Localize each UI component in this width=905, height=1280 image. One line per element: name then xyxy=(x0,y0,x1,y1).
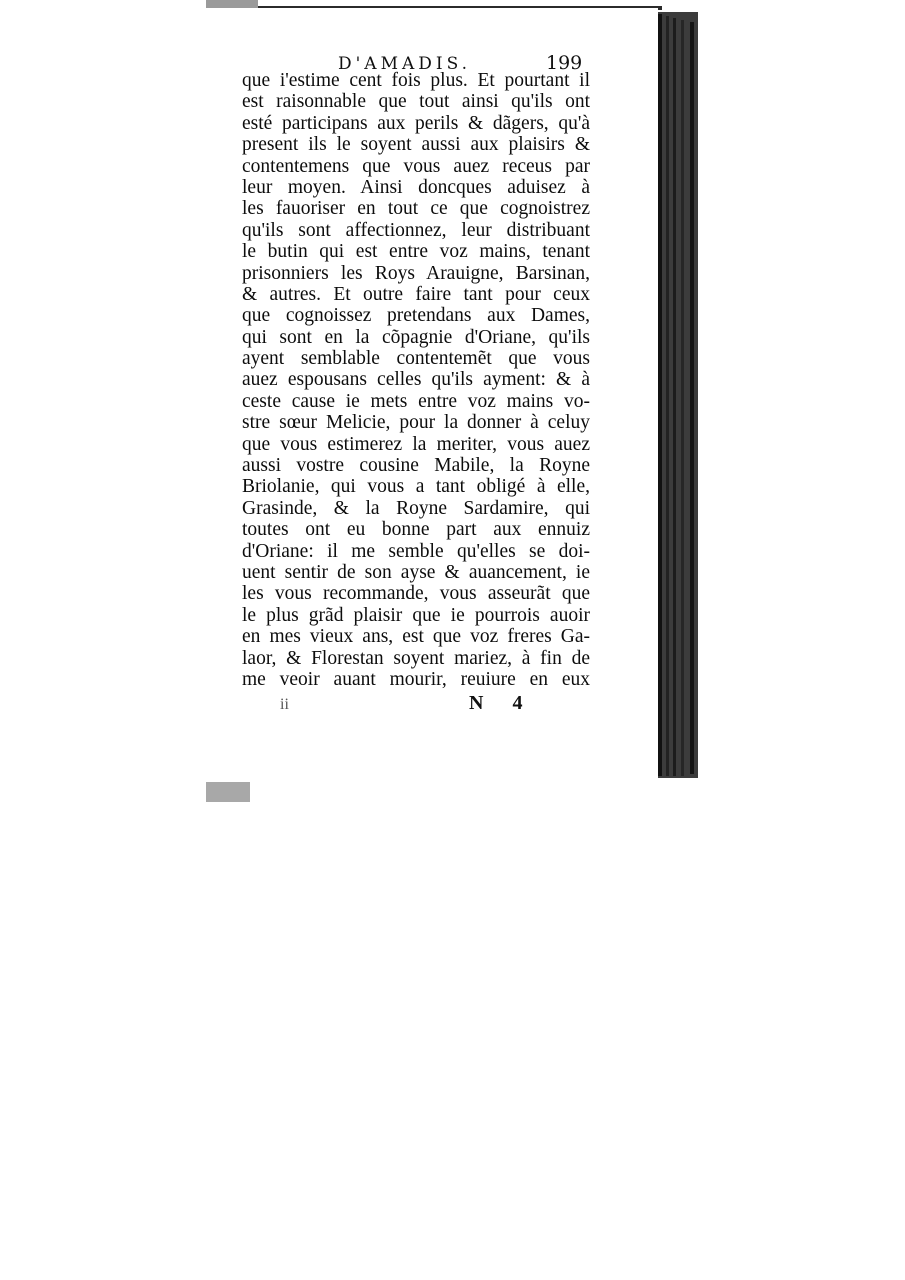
text-line: toutes ont eu bonne part aux ennuiz xyxy=(242,519,590,541)
text-line: contentemens que vous auez receus par xyxy=(242,155,590,177)
text-line: le plus grãd plaisir que ie pourrois auoir xyxy=(242,604,590,626)
text-line: present ils le soyent aussi aux plaisirs & xyxy=(242,134,590,156)
text-line: ayent semblable contentemẽt que vous xyxy=(242,348,590,370)
text-line: prisonniers les Roys Arauigne, Barsinan, xyxy=(242,262,590,284)
text-line: aussi vostre cousine Mabile, la Royne xyxy=(242,455,590,477)
text-line: que vous estimerez la meriter, vous auez xyxy=(242,433,590,455)
text-line: que i'estime cent fois plus. Et pourtant il xyxy=(242,70,590,91)
text-line: en mes vieux ans, est que voz freres Ga- xyxy=(242,626,590,648)
text-line: est raisonnable que tout ainsi qu'ils ont xyxy=(242,91,590,113)
text-line: ceste cause ie mets entre voz mains vo- xyxy=(242,390,590,412)
book-page xyxy=(206,8,658,782)
text-line: Briolanie, qui vous a tant obligé à elle, xyxy=(242,476,590,498)
text-line: uent sentir de son ayse & auancement, ie xyxy=(242,561,590,583)
signature-mark: N 4 xyxy=(469,692,535,714)
text-line: auez espousans celles qu'ils ayment: & à xyxy=(242,369,590,391)
footer-mark: ii xyxy=(280,696,289,713)
text-line: stre sœur Melicie, pour la donner à celuy xyxy=(242,412,590,434)
running-head-title: D'AMADIS. xyxy=(338,54,472,74)
text-line: le butin qui est entre voz mains, tenant xyxy=(242,241,590,263)
text-line: esté participans aux perils & dãgers, qu'à xyxy=(242,112,590,134)
page-number: 199 xyxy=(546,52,583,74)
text-line: laor, & Florestan soyent mariez, à fin de xyxy=(242,647,590,669)
text-line: les fauoriser en tout ce que cognoistrez xyxy=(242,198,590,220)
text-line: & autres. Et outre faire tant pour ceux xyxy=(242,283,590,305)
text-line: les vous recommande, vous asseurãt que xyxy=(242,583,590,605)
text-line: me veoir auant mourir, reuiure en eux xyxy=(242,668,590,690)
text-line: leur moyen. Ainsi doncques aduisez à xyxy=(242,176,590,198)
text-line: qui sont en la cõpagnie d'Oriane, qu'ils xyxy=(242,326,590,348)
text-line: qu'ils sont affectionnez, leur distribuant xyxy=(242,219,590,241)
text-line: que cognoissez pretendans aux Dames, xyxy=(242,305,590,327)
text-line: d'Oriane: il me semble qu'elles se doi- xyxy=(242,540,590,562)
text-line: Grasinde, & la Royne Sardamire, qui xyxy=(242,497,590,519)
body-text xyxy=(242,70,590,690)
